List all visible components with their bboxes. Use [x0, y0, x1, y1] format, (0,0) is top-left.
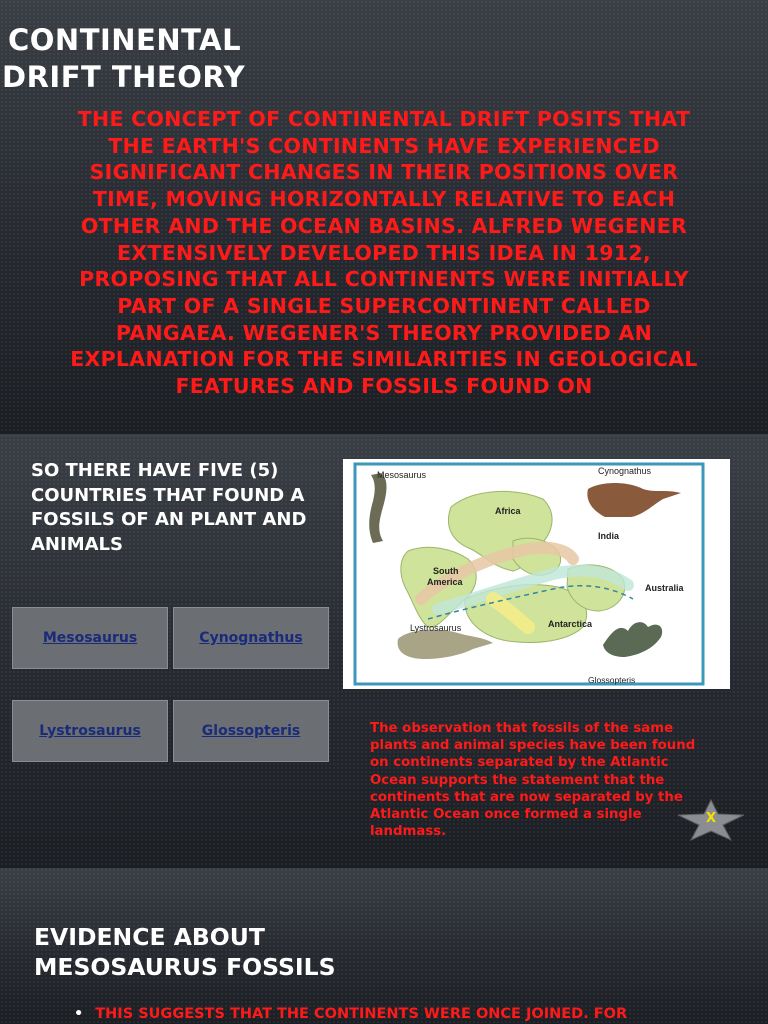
fossil-distribution-map	[343, 459, 730, 689]
map-label-cynognathus: Cynognathus	[598, 466, 652, 476]
map-label-antarctica: Antarctica	[548, 619, 593, 629]
glossopteris-button[interactable]: Glossopteris	[173, 700, 329, 762]
map-label-lystrosaurus: Lystrosaurus	[410, 623, 462, 633]
fossil-map-svg	[343, 459, 730, 689]
lystrosaurus-button[interactable]: Lystrosaurus	[12, 700, 168, 762]
slide-title-line-1: CONTINENTAL	[8, 23, 242, 57]
slide-fossil-evidence	[0, 434, 768, 866]
map-label-south-america-line1: South	[433, 566, 459, 576]
bullet-text: THIS SUGGESTS THAT THE CONTINENTS WERE ONCE JOINED. FOR	[95, 1006, 628, 1022]
bullet-item	[74, 1006, 754, 1022]
fossil-caption: The observation that fossils of the same plants and animal species have been found on continents separated by the Atlantic Ocean supports the statement that the continents that are now separated by the Atlantic Ocean once formed a single landmass.	[370, 721, 696, 840]
mesosaurus-button[interactable]: Mesosaurus	[12, 607, 168, 669]
slide-continental-drift-theory	[0, 0, 768, 432]
cynognathus-button[interactable]: Cynognathus	[173, 607, 329, 669]
slide-title	[2, 22, 302, 96]
slide-title: EVIDENCE ABOUT MESOSAURUS FOSSILS	[34, 923, 336, 981]
slide-body-text: THE CONCEPT OF CONTINENTAL DRIFT POSITS THAT THE EARTH'S CONTINENTS HAVE EXPERIENCED SIGNIFICANT CHANGES IN THEIR POSITIONS OVER TIME, MOVING HORIZONTALLY RELATIVE TO EACH OTHER AND THE OCEAN BASINS. ALFRED WEGENER EXTENSIVELY DEVELOPED THIS IDEA IN 1912, PROPOSING THAT ALL CONTINENTS WERE INITIALLY PART OF A SINGLE SUPERCONTINENT CALLED PANGAEA. WEGENER'S THEORY PROVIDED AN EXPLANATION FOR THE SIMILARITIES IN GEOLOGICAL FEATURES AND FOSSILS FOUND ON	[70, 107, 698, 399]
map-label-australia: Australia	[645, 583, 684, 593]
map-label-south-america-line2: America	[427, 577, 463, 587]
slide-evidence-mesosaurus	[0, 868, 768, 1024]
map-label-mesosaurus: Mesosaurus	[377, 470, 427, 480]
bullet-dot-icon: •	[74, 1006, 84, 1022]
map-label-glossopteris: Glossopteris	[588, 675, 636, 685]
slide-subtitle: SO THERE HAVE FIVE (5) COUNTRIES THAT FOUND A FOSSILS OF AN PLANT AND ANIMALS	[31, 460, 307, 555]
slide-title-line-2: DRIFT THEORY	[2, 60, 246, 94]
map-label-india: India	[598, 531, 620, 541]
close-star-button[interactable]	[676, 798, 746, 842]
star-label: X	[705, 811, 717, 826]
map-label-africa: Africa	[495, 506, 521, 516]
